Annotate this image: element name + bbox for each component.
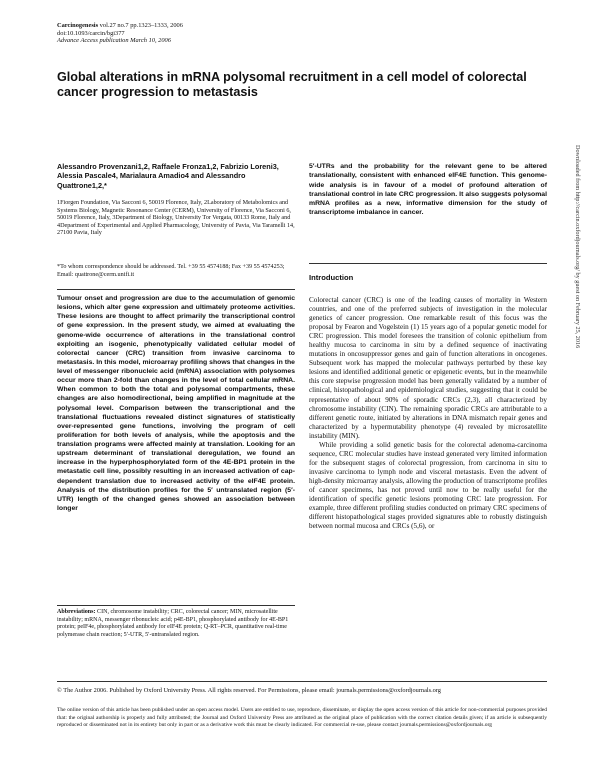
article-title: Global alterations in mRNA polysomal recruitment in a cell model of colorectal cancer progression to metastasis (57, 70, 527, 99)
abstract-right: 5′-UTRs and the probability for the relevant gene to be altered translationally, consistent with enhanced eIF4E function. This genome-wide analysis is in favour of a model of profound alteration of translational control in late CRC progression. It also suggests polysomal mRNA profiles as a new, informative dimension for the study of transcriptome imbalance in cancer. (309, 163, 547, 217)
copyright-notice: © The Author 2006. Published by Oxford University Press. All rights reserved. For Permissions, please email: journals.permissions@oxfordjournals.org (57, 687, 441, 694)
divider (57, 289, 295, 290)
divider (57, 605, 295, 606)
citation: vol.27 no.7 pp.1323–1333, 2006 (98, 22, 183, 29)
download-watermark: Downloaded from http://carcin.oxfordjournals.org/ by guest on February 25, 2016 (574, 145, 581, 349)
introduction-body (309, 296, 547, 531)
abbreviations-label: Abbreviations: (57, 609, 96, 615)
abstract-left: Tumour onset and progression are due to the accumulation of genomic lesions, which alter gene expression and ultimately proteome activities. These lesions are thought to affect primarily the transcriptional control of gene expression. In the present study, we aimed at evaluating the genome-wide occurrence of alterations in the translational control exploiting an isogenic, phenotypically validated cellular model of colorectal cancer (CRC) transition from invasive carcinoma to metastasis. In this model, microarray profiling shows that changes in the level of messenger ribonucleic acid (mRNA) association with polysomes occur more than 2-fold than changes in the level of total cellular mRNA. When common to both the total and polysomal compartments, these changes are also homodirectional, being amplified in magnitude at the polysomal level. Comparison between the transcriptional and the translational fluctuations revealed distinct signatures of statistically over-represented gene functions, involving the program of cell proliferation for both levels of analysis, while the apoptosis and the translation programs were affected mainly at translation. Looking for an upstream determinant of translational deregulation, we found an increase in the hyperphosphorylated form of the 4E-BP1 protein in the metastatic cell line, possibly resulting in an increased activation of cap-dependent translation due to increased activity of the eIF4E protein. Analysis of the distribution profiles for the 5′ untranslated region (5′-UTR) length of the changed genes showed an association between longer (57, 295, 295, 512)
abbreviations (57, 609, 295, 639)
section-heading: Introduction (309, 273, 354, 282)
divider (309, 263, 547, 264)
license-notice: The online version of this article has been published under an open access model. Users are entitled to use, reproduce, disseminate, or display the open access version of this article for non-commercial purposes provided that: the original authorship is properly and fully attributed; the Journal and Oxford University Press are attributed as the original place of publication with the correct citation details given; if an article is subsequently reproduced or disseminated not in its entirety but only in part or as a derivative work this must be clearly indicated. For commercial re-use, please contact journals.permissions@oxfordjournals.org (57, 707, 547, 728)
correspondence: *To whom correspondence should be addressed. Tel. +39 55 4574188; Fax +39 55 4574253; Email: quattrone@cerm.unifi.it (57, 264, 285, 278)
intro-paragraph: While providing a solid genetic basis for the colorectal adenoma-carcinoma sequence, CRC molecular studies have instead generated very limited information for the subsequent stages of colorectal progression, from carcinoma in situ to invasive carcinoma to lymph node and visceral metastasis. Even the advent of high-density microarray analysis, allowing the production of transcriptome profiles of cancer specimens, has not proved until now to be really useful for the identification of specific genetic lesions promoting CRC late progression. For example, three different profiling studies conducted on primary CRC specimens of different histopathological stages provided signatures able to robustly distinguish between normal mucosa and CRCs (5,6), or (309, 440, 547, 531)
abbreviations-text: CIN, chromosome instability; CRC, colorectal cancer; MIN, microsatellite instability; mRNA, messenger ribonucleic acid; p4E-BP1, phosphorylated antibody for 4E-BP1 protein; peIF4e, phosphorylated antibody for eIF4E protein; Q-RT–PCR, quantitative real-time polymerase chain reaction; 5′-UTR, 5′-untranslated region. (57, 609, 289, 638)
intro-paragraph: Colorectal cancer (CRC) is one of the leading causes of mortality in Western countries, and one of the preferred subjects of investigation in the molecular genetics of cancer progression. One remarkable result of this focus was the proposal by Fearon and Vogelstein (1) 15 years ago of a popular genetic model for CRC progression. This model foresees the transition of colonic epithelium from healthy mucosa to carcinoma in situ by a defined sequence of inactivating mutations in oncosuppressor genes and gain of function alterations in oncogenes. Subsequent work has mapped the molecular pathways perturbed by these key lesions and identified additional genetic or epigenetic events, but in the meanwhile this core stepwise progression model has been generally validated by a number of clinical, histopathological and epidemiological studies, suggesting that it could be representative of about 90% of sporadic CRCs (2,3), all characterized by chromosome instability (CIN). The remaining sporadic CRCs are attributable to a different genetic route, initiated by alterations in DNA mismatch repair genes and characterized by a hypermutability phenotype (4) revealed by microsatellite instability (MIN). (309, 296, 547, 440)
author-list: Alessandro Provenzani1,2, Raffaele Fronza1,2, Fabrizio Loreni3, Alessia Pascale4, Marialaura Amadio4 and Alessandro Quattrone1,2,* (57, 162, 279, 190)
doi: doi:10.1093/carcin/bgi377 (57, 29, 125, 37)
journal-header (57, 22, 183, 45)
advance-access: Advance Access publication March 10, 2006 (57, 37, 171, 45)
affiliations: 1Fiorgen Foundation, Via Sacconi 6, 50019 Florence, Italy, 2Laboratory of Metabolomics and Systems Biology, Magnetic Resonance Center (CERM), University of Florence, Via Sacconi 6, 50019 Florence, Italy, 3Department of Biology, University Tor Vergata, 00133 Rome, Italy and 4Department of Experimental and Applied Pharmacology, University of Pavia, Via Taramelli 14, 27100 Pavia, Italy (57, 200, 295, 237)
journal-name: Carcinogenesis (57, 22, 99, 29)
footer-divider (57, 681, 547, 682)
